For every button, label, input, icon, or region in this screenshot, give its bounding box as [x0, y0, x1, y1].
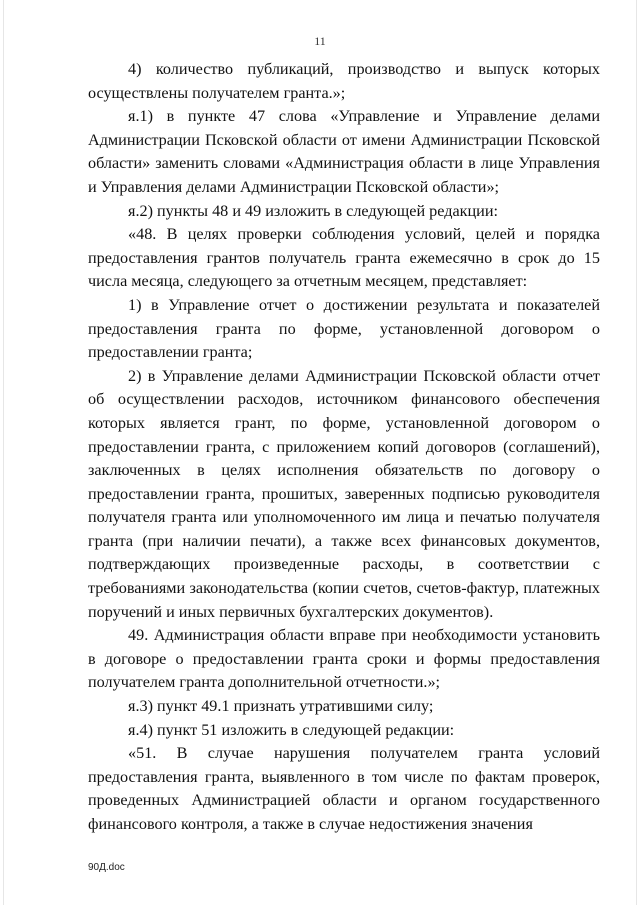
paragraph: я.1) в пункте 47 слова «Управление и Управление делами Администрации Псковской области от имени Администрации Псковской области» заменить словами «Администрация области в лице Управления и Управления делами Администрации Псковской области»; [88, 107, 600, 196]
paragraph: 1) в Управление отчет о достижении результата и показателей предоставления гранта по форме, установленной договором о предоставлении гранта; [88, 295, 600, 362]
document-body [88, 58, 600, 837]
paragraph: 49. Администрация области вправе при необходимости установить в договоре о предоставлении гранта сроки и формы предоставления получателем гранта дополнительной отчетности.»; [88, 626, 600, 692]
paragraph: 4) количество публикаций, производство и выпуск которых осуществлены получателем гранта.»; [88, 60, 600, 102]
paragraph: «48. В целях проверки соблюдения условий, целей и порядка предоставления грантов получатель гранта ежемесячно в срок до 15 числа месяца, следующего за отчетным месяцем, представляет: [88, 225, 600, 291]
paragraph: «51. В случае нарушения получателем гранта условий предоставления гранта, выявленного в том числе по фактам проверок, проведенных Администрацией области и органом государственного финансового контроля, а также в случае недостижения значения [88, 744, 600, 833]
page-number: 11 [314, 34, 326, 48]
file-name-footer: 90Д.doc [88, 862, 125, 873]
paragraph: я.4) пункт 51 изложить в следующей редакции: [128, 720, 455, 739]
scan-edge-left [3, 0, 4, 905]
paragraph: я.2) пункты 48 и 49 изложить в следующей редакции: [128, 201, 498, 220]
paragraph: 2) в Управление делами Администрации Псковской области отчет об осуществлении расходов, источником финансового обеспечения которых является грант, по форме, установленной договором о предоставлении гранта, с приложением копий договоров (соглашений), заключенных в целях исполнения обязательств по договору о предоставлении гранта, прошитых, заверенных подписью руководителя получателя гранта или уполномоченного им лица и печатью получателя гранта (при наличии печати), а также всех финансовых документов, подтверждающих произведенные расходы, в соответствии с требованиями законодательства (копии счетов, счетов-фактур, платежных поручений и иных первичных бухгалтерских документов). [88, 366, 600, 621]
scan-edge-right [636, 0, 637, 905]
paragraph: я.3) пункт 49.1 признать утратившими силу; [128, 697, 434, 716]
